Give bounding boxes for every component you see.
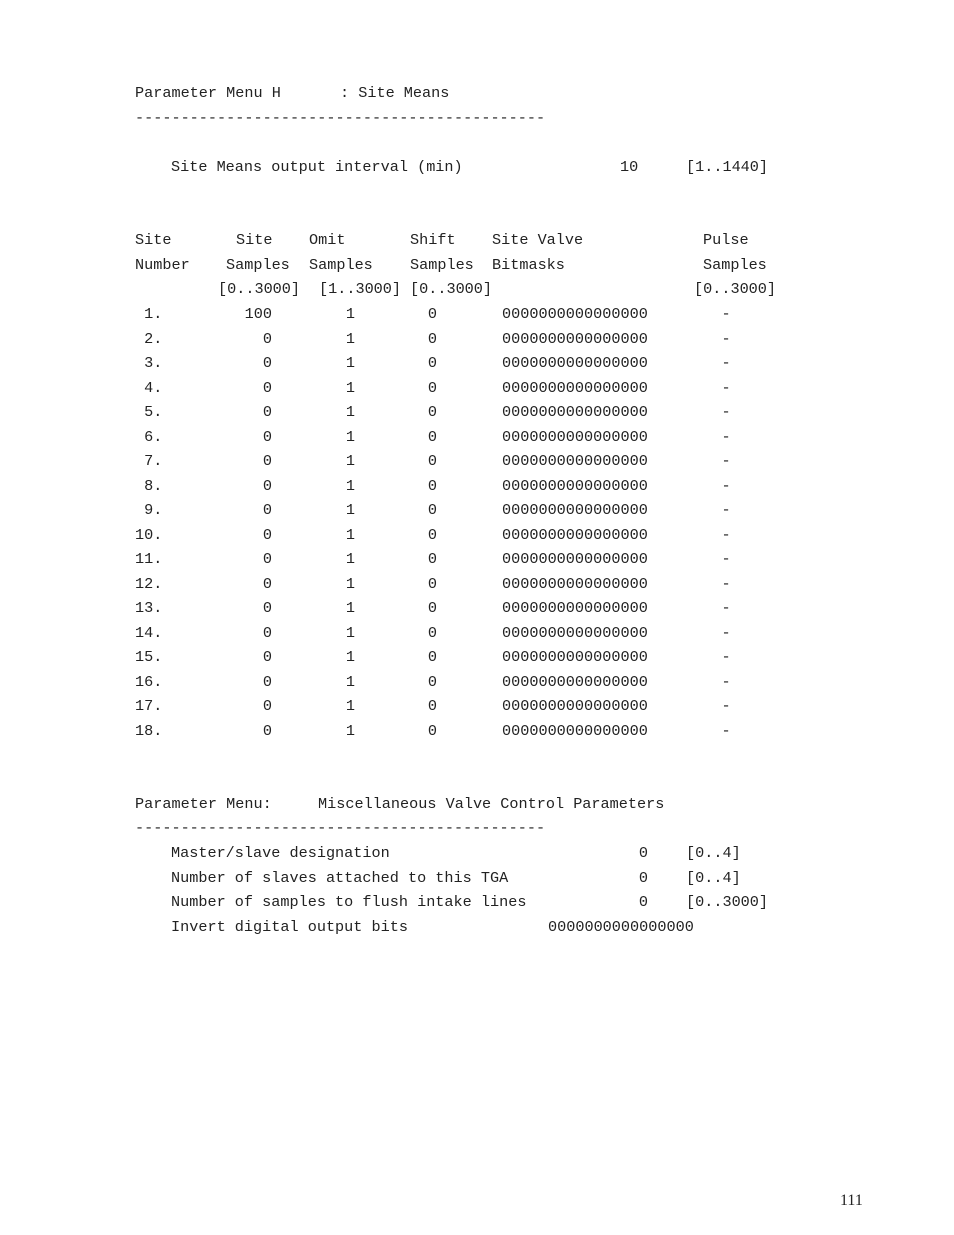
- site-number: 8.: [135, 476, 163, 495]
- shift-samples: 0: [427, 354, 437, 372]
- omit-samples: 1: [345, 574, 355, 593]
- omit-samples: 1: [345, 427, 355, 446]
- omit-samples: 1: [345, 452, 355, 470]
- site-number: 1.: [135, 305, 163, 323]
- omit-samples: 1: [345, 354, 355, 372]
- misc-divider: ---------------------------------------------: [135, 819, 546, 837]
- site-number: 2.: [135, 329, 163, 348]
- range-shift: [0..3000]: [410, 280, 493, 298]
- range-omit: [1..3000]: [319, 280, 402, 298]
- header-samples-4: Samples: [703, 256, 767, 274]
- omit-samples: 1: [345, 721, 355, 740]
- site-means-divider: ---------------------------------------------: [135, 109, 546, 127]
- header-site-valve: Site Valve: [492, 231, 584, 249]
- header-shift: Shift: [410, 231, 456, 249]
- site-number: 15.: [135, 648, 163, 666]
- shift-samples: 0: [427, 305, 437, 323]
- site-number: 16.: [135, 672, 163, 691]
- site-samples: 0: [262, 476, 272, 495]
- site-number: 17.: [135, 697, 163, 715]
- pulse-samples: -: [721, 648, 731, 666]
- header-number: Number: [135, 256, 190, 274]
- omit-samples: 1: [345, 599, 355, 617]
- site-samples: 0: [262, 525, 272, 544]
- misc-param-value: 0: [638, 868, 648, 887]
- site-samples: 0: [262, 574, 272, 593]
- pulse-samples: -: [721, 623, 731, 642]
- omit-samples: 1: [345, 550, 355, 568]
- shift-samples: 0: [427, 403, 437, 421]
- shift-samples: 0: [427, 599, 437, 617]
- pulse-samples: -: [721, 476, 731, 495]
- site-valve-bitmask: 0000000000000000: [502, 452, 648, 470]
- page-number: 111: [840, 1192, 863, 1209]
- pulse-samples: -: [721, 550, 731, 568]
- pulse-samples: -: [721, 697, 731, 715]
- misc-header-label: Parameter Menu:: [135, 795, 272, 813]
- header-pulse: Pulse: [703, 231, 749, 249]
- site-valve-bitmask: 0000000000000000: [502, 378, 648, 397]
- pulse-samples: -: [721, 427, 731, 446]
- site-means-header-value: : Site Means: [340, 84, 450, 102]
- site-valve-bitmask: 0000000000000000: [502, 550, 648, 568]
- misc-param-value: 0: [638, 893, 648, 911]
- site-number: 5.: [135, 403, 163, 421]
- shift-samples: 0: [427, 501, 437, 519]
- omit-samples: 1: [345, 378, 355, 397]
- site-valve-bitmask: 0000000000000000: [502, 648, 648, 666]
- range-site-samples: [0..3000]: [218, 280, 301, 298]
- pulse-samples: -: [721, 525, 731, 544]
- site-valve-bitmask: 0000000000000000: [502, 329, 648, 348]
- site-number: 12.: [135, 574, 163, 593]
- site-valve-bitmask: 0000000000000000: [502, 305, 648, 323]
- pulse-samples: -: [721, 354, 731, 372]
- pulse-samples: -: [721, 599, 731, 617]
- header-omit: Omit: [309, 231, 346, 249]
- site-valve-bitmask: 0000000000000000: [502, 697, 648, 715]
- site-samples: 0: [262, 550, 272, 568]
- pulse-samples: -: [721, 378, 731, 397]
- header-site-samples: Site: [236, 231, 273, 249]
- pulse-samples: -: [721, 721, 731, 740]
- site-samples: 0: [262, 697, 272, 715]
- omit-samples: 1: [345, 305, 355, 323]
- omit-samples: 1: [345, 329, 355, 348]
- omit-samples: 1: [345, 623, 355, 642]
- site-samples: 0: [262, 648, 272, 666]
- site-valve-bitmask: 0000000000000000: [502, 403, 648, 421]
- shift-samples: 0: [427, 648, 437, 666]
- site-valve-bitmask: 0000000000000000: [502, 354, 648, 372]
- range-pulse: [0..3000]: [694, 280, 777, 298]
- omit-samples: 1: [345, 403, 355, 421]
- header-samples-1: Samples: [226, 256, 290, 274]
- omit-samples: 1: [345, 672, 355, 691]
- misc-param-range: [0..4]: [686, 868, 741, 887]
- site-valve-bitmask: 0000000000000000: [502, 599, 648, 617]
- misc-param-value: 0000000000000000: [548, 917, 694, 936]
- header-samples-2: Samples: [309, 256, 373, 274]
- pulse-samples: -: [721, 501, 731, 519]
- misc-param-value: 0: [638, 844, 648, 862]
- site-number: 7.: [135, 452, 163, 470]
- misc-param-range: [0..3000]: [686, 893, 769, 911]
- header-site: Site: [135, 231, 172, 249]
- site-valve-bitmask: 0000000000000000: [502, 623, 648, 642]
- site-number: 14.: [135, 623, 163, 642]
- site-number: 18.: [135, 721, 163, 740]
- site-samples: 0: [262, 427, 272, 446]
- pulse-samples: -: [721, 574, 731, 593]
- interval-value: 10: [620, 158, 639, 176]
- site-samples: 0: [262, 623, 272, 642]
- site-samples: 0: [262, 599, 272, 617]
- misc-param-label: Master/slave designation: [171, 844, 390, 862]
- misc-param-label: Invert digital output bits: [171, 917, 408, 936]
- site-valve-bitmask: 0000000000000000: [502, 721, 648, 740]
- pulse-samples: -: [721, 329, 731, 348]
- omit-samples: 1: [345, 697, 355, 715]
- shift-samples: 0: [427, 697, 437, 715]
- site-number: 10.: [135, 525, 163, 544]
- site-valve-bitmask: 0000000000000000: [502, 525, 648, 544]
- shift-samples: 0: [427, 672, 437, 691]
- site-valve-bitmask: 0000000000000000: [502, 574, 648, 593]
- site-samples: 0: [262, 501, 272, 519]
- shift-samples: 0: [427, 378, 437, 397]
- site-number: 4.: [135, 378, 163, 397]
- shift-samples: 0: [427, 452, 437, 470]
- shift-samples: 0: [427, 550, 437, 568]
- site-valve-bitmask: 0000000000000000: [502, 501, 648, 519]
- site-samples: 100: [244, 305, 272, 323]
- site-valve-bitmask: 0000000000000000: [502, 427, 648, 446]
- shift-samples: 0: [427, 329, 437, 348]
- pulse-samples: -: [721, 452, 731, 470]
- site-number: 6.: [135, 427, 163, 446]
- site-samples: 0: [262, 329, 272, 348]
- interval-label: Site Means output interval (min): [171, 158, 463, 176]
- omit-samples: 1: [345, 501, 355, 519]
- site-number: 11.: [135, 550, 163, 568]
- shift-samples: 0: [427, 427, 437, 446]
- site-samples: 0: [262, 403, 272, 421]
- shift-samples: 0: [427, 525, 437, 544]
- omit-samples: 1: [345, 525, 355, 544]
- site-number: 9.: [135, 501, 163, 519]
- shift-samples: 0: [427, 623, 437, 642]
- site-number: 13.: [135, 599, 163, 617]
- site-samples: 0: [262, 452, 272, 470]
- site-samples: 0: [262, 378, 272, 397]
- omit-samples: 1: [345, 648, 355, 666]
- pulse-samples: -: [721, 403, 731, 421]
- misc-param-label: Number of slaves attached to this TGA: [171, 868, 509, 887]
- site-samples: 0: [262, 354, 272, 372]
- pulse-samples: -: [721, 672, 731, 691]
- site-valve-bitmask: 0000000000000000: [502, 672, 648, 691]
- shift-samples: 0: [427, 574, 437, 593]
- shift-samples: 0: [427, 721, 437, 740]
- site-valve-bitmask: 0000000000000000: [502, 476, 648, 495]
- misc-param-range: [0..4]: [686, 844, 741, 862]
- misc-param-label: Number of samples to flush intake lines: [171, 893, 527, 911]
- misc-header-value: Miscellaneous Valve Control Parameters: [318, 795, 665, 813]
- site-number: 3.: [135, 354, 163, 372]
- site-means-header-label: Parameter Menu H: [135, 84, 281, 102]
- site-samples: 0: [262, 672, 272, 691]
- header-bitmasks: Bitmasks: [492, 256, 565, 274]
- omit-samples: 1: [345, 476, 355, 495]
- site-samples: 0: [262, 721, 272, 740]
- header-samples-3: Samples: [410, 256, 474, 274]
- shift-samples: 0: [427, 476, 437, 495]
- interval-range: [1..1440]: [686, 158, 769, 176]
- pulse-samples: -: [721, 305, 731, 323]
